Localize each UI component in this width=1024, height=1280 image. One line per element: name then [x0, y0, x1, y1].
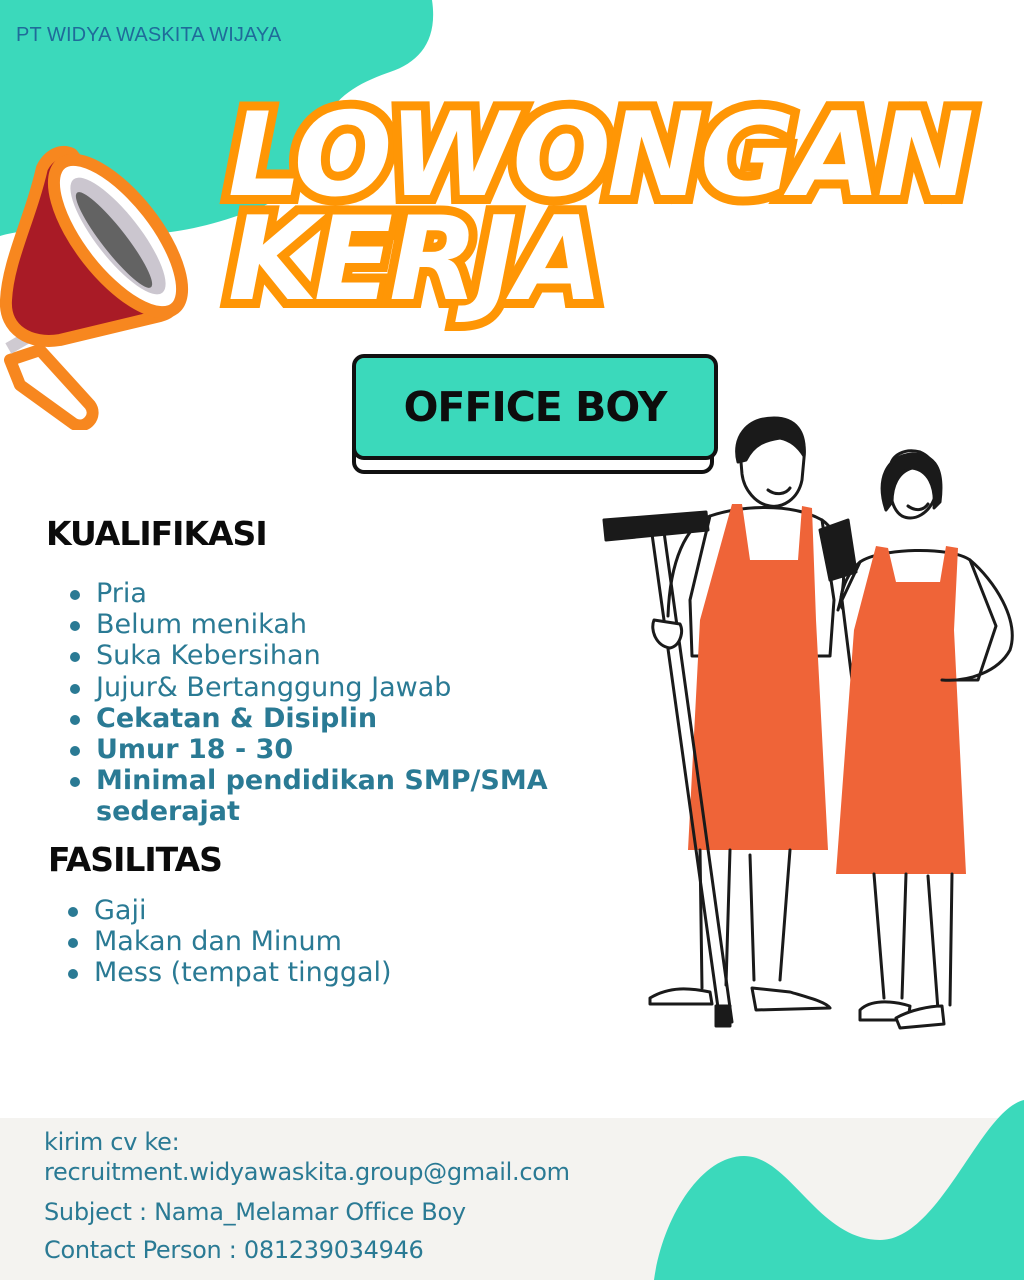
- facility-item: Gaji: [66, 895, 566, 926]
- qualification-item: Jujur& Bertanggung Jawab: [68, 672, 568, 703]
- headline-line-2: KERJA: [228, 192, 600, 327]
- qualifications-list: [68, 578, 568, 828]
- headline-line-1: LOWONGAN: [228, 88, 971, 223]
- qualifications-title: KUALIFIKASI: [46, 514, 267, 553]
- contact-email[interactable]: recruitment.widyawaskita.group@gmail.com: [44, 1158, 570, 1186]
- facility-item: Mess (tempat tinggal): [66, 957, 566, 988]
- headline: [228, 88, 971, 327]
- qualification-item: Minimal pendidikan SMP/SMA sederajat: [68, 765, 568, 827]
- cleaning-workers-illustration: [590, 410, 1024, 1030]
- megaphone-icon: [0, 130, 230, 430]
- job-position-label: OFFICE BOY: [403, 383, 667, 431]
- qualification-item: Cekatan & Disiplin: [68, 703, 568, 734]
- facilities-list: [66, 895, 566, 989]
- qualification-item: Suka Kebersihan: [68, 640, 568, 671]
- qualification-item: Umur 18 - 30: [68, 734, 568, 765]
- company-name: PT WIDYA WASKITA WIJAYA: [16, 24, 282, 46]
- facility-item: Makan dan Minum: [66, 926, 566, 957]
- qualification-item: Pria: [68, 578, 568, 609]
- contact-person: Contact Person : 081239034946: [44, 1236, 424, 1264]
- send-cv-label: kirim cv ke:: [44, 1128, 180, 1156]
- email-subject: Subject : Nama_Melamar Office Boy: [44, 1198, 466, 1226]
- facilities-title: FASILITAS: [48, 840, 222, 879]
- qualification-item: Belum menikah: [68, 609, 568, 640]
